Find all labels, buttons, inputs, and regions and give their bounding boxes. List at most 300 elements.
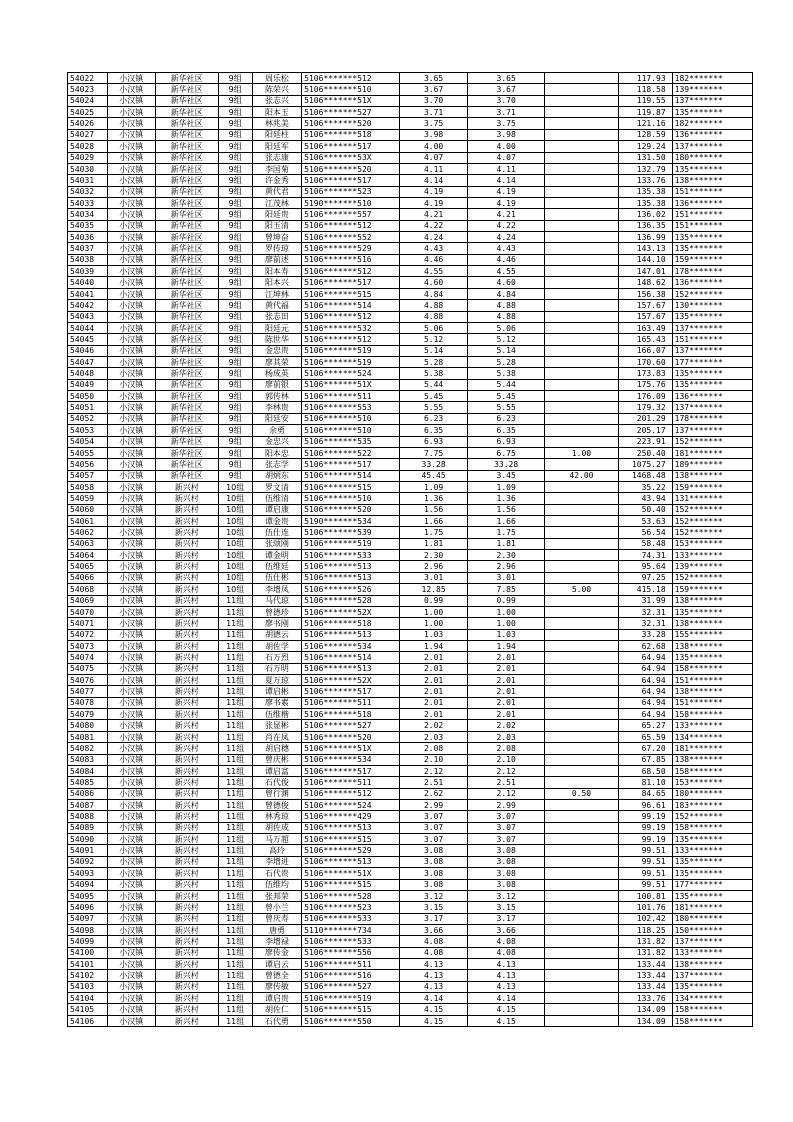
table-row — [68, 765, 753, 776]
row-number: 54068 — [68, 584, 108, 595]
town-cell: 小汉镇 — [107, 356, 155, 367]
group-cell: 11组 — [218, 902, 252, 913]
row-number: 54099 — [68, 936, 108, 947]
area-contract-cell: 33.28 — [468, 459, 545, 470]
phone-cell: 182******* — [672, 118, 752, 129]
table-row — [68, 516, 753, 527]
town-cell: 小汉镇 — [107, 425, 155, 436]
area-total-cell: 1.75 — [400, 527, 468, 538]
id-number-cell: 5106*******529 — [302, 243, 400, 254]
phone-cell: 136******* — [672, 277, 752, 288]
town-cell: 小汉镇 — [107, 288, 155, 299]
name-cell: 石代俊 — [252, 777, 301, 788]
table-row — [68, 822, 753, 833]
amount-cell: 119.55 — [618, 95, 672, 106]
town-cell: 小汉镇 — [107, 981, 155, 992]
name-cell: 余勇 — [252, 425, 301, 436]
village-cell: 新兴村 — [155, 640, 218, 651]
name-cell: 谭启彬 — [252, 686, 301, 697]
area-extra-cell — [545, 356, 619, 367]
phone-cell: 135******* — [672, 163, 752, 174]
village-cell: 新兴村 — [155, 981, 218, 992]
group-cell: 11组 — [218, 663, 252, 674]
area-extra-cell — [545, 243, 619, 254]
area-extra-cell — [545, 107, 619, 118]
phone-cell: 180******* — [672, 913, 752, 924]
area-total-cell: 1.36 — [400, 493, 468, 504]
group-cell: 9组 — [218, 368, 252, 379]
area-total-cell: 1.81 — [400, 538, 468, 549]
area-contract-cell: 2.12 — [468, 788, 545, 799]
row-number: 54095 — [68, 890, 108, 901]
area-contract-cell: 3.08 — [468, 845, 545, 856]
phone-cell: 133******* — [672, 947, 752, 958]
table-row — [68, 788, 753, 799]
area-extra-cell — [545, 277, 619, 288]
table-row — [68, 618, 753, 629]
area-extra-cell — [545, 572, 619, 583]
row-number: 54057 — [68, 470, 108, 481]
row-number: 54045 — [68, 334, 108, 345]
table-row — [68, 868, 753, 879]
group-cell: 10组 — [218, 481, 252, 492]
area-total-cell: 2.01 — [400, 686, 468, 697]
area-contract-cell: 3.01 — [468, 572, 545, 583]
name-cell: 廖书素 — [252, 697, 301, 708]
area-total-cell: 4.46 — [400, 254, 468, 265]
table-row — [68, 163, 753, 174]
village-cell: 新兴村 — [155, 504, 218, 515]
name-cell: 罗传琼 — [252, 243, 301, 254]
name-cell: 曾坤奋 — [252, 232, 301, 243]
area-contract-cell: 4.15 — [468, 1004, 545, 1015]
town-cell: 小汉镇 — [107, 856, 155, 867]
area-extra-cell — [545, 686, 619, 697]
group-cell: 9组 — [218, 220, 252, 231]
group-cell: 9组 — [218, 277, 252, 288]
area-total-cell: 4.13 — [400, 970, 468, 981]
id-number-cell: 5106*******517 — [302, 765, 400, 776]
name-cell: 胡炳东 — [252, 470, 301, 481]
area-extra-cell — [545, 345, 619, 356]
phone-cell: 135******* — [672, 834, 752, 845]
amount-cell: 119.87 — [618, 107, 672, 118]
phone-cell: 181******* — [672, 902, 752, 913]
village-cell: 新兴村 — [155, 1004, 218, 1015]
area-total-cell: 2.51 — [400, 777, 468, 788]
area-contract-cell: 3.08 — [468, 879, 545, 890]
area-contract-cell: 1.56 — [468, 504, 545, 515]
table-row — [68, 777, 753, 788]
amount-cell: 99.19 — [618, 822, 672, 833]
area-extra-cell — [545, 856, 619, 867]
table-row — [68, 1004, 753, 1015]
area-extra-cell — [545, 413, 619, 424]
area-total-cell: 3.08 — [400, 868, 468, 879]
town-cell: 小汉镇 — [107, 84, 155, 95]
town-cell: 小汉镇 — [107, 709, 155, 720]
name-cell: 李增进 — [252, 856, 301, 867]
area-contract-cell: 3.07 — [468, 822, 545, 833]
area-extra-cell — [545, 254, 619, 265]
group-cell: 11组 — [218, 629, 252, 640]
id-number-cell: 5106*******517 — [302, 459, 400, 470]
amount-cell: 131.82 — [618, 936, 672, 947]
table-row — [68, 856, 753, 867]
phone-cell: 181******* — [672, 743, 752, 754]
row-number: 54047 — [68, 356, 108, 367]
row-number: 54042 — [68, 300, 108, 311]
town-cell: 小汉镇 — [107, 391, 155, 402]
area-extra-cell — [545, 391, 619, 402]
amount-cell: 170.60 — [618, 356, 672, 367]
name-cell: 张邦荣 — [252, 890, 301, 901]
table-row — [68, 550, 753, 561]
id-number-cell: 5106*******513 — [302, 629, 400, 640]
amount-cell: 136.35 — [618, 220, 672, 231]
row-number: 54025 — [68, 107, 108, 118]
amount-cell: 134.09 — [618, 1015, 672, 1026]
group-cell: 11组 — [218, 947, 252, 958]
name-cell: 阳廷元 — [252, 322, 301, 333]
phone-cell: 152******* — [672, 527, 752, 538]
table-row — [68, 209, 753, 220]
town-cell: 小汉镇 — [107, 504, 155, 515]
name-cell: 李增禄 — [252, 936, 301, 947]
phone-cell: 137******* — [672, 936, 752, 947]
area-total-cell: 4.14 — [400, 175, 468, 186]
row-number: 54087 — [68, 800, 108, 811]
area-total-cell: 4.88 — [400, 300, 468, 311]
id-number-cell: 5106*******514 — [302, 652, 400, 663]
town-cell: 小汉镇 — [107, 322, 155, 333]
amount-cell: 58.48 — [618, 538, 672, 549]
phone-cell: 153******* — [672, 538, 752, 549]
area-contract-cell: 4.15 — [468, 1015, 545, 1026]
table-row — [68, 118, 753, 129]
name-cell: 胡佐仁 — [252, 1004, 301, 1015]
amount-cell: 64.94 — [618, 709, 672, 720]
table-row — [68, 970, 753, 981]
id-number-cell: 5106*******514 — [302, 300, 400, 311]
amount-cell: 31.99 — [618, 595, 672, 606]
area-contract-cell: 4.14 — [468, 175, 545, 186]
phone-cell: 155******* — [672, 629, 752, 640]
area-total-cell: 1.03 — [400, 629, 468, 640]
name-cell: 马万超 — [252, 834, 301, 845]
group-cell: 9组 — [218, 254, 252, 265]
group-cell: 11组 — [218, 845, 252, 856]
area-contract-cell: 6.75 — [468, 447, 545, 458]
row-number: 54104 — [68, 993, 108, 1004]
area-extra-cell — [545, 300, 619, 311]
area-contract-cell: 4.19 — [468, 197, 545, 208]
row-number: 54064 — [68, 550, 108, 561]
id-number-cell: 5106*******520 — [302, 504, 400, 515]
phone-cell: 135******* — [672, 856, 752, 867]
group-cell: 10组 — [218, 584, 252, 595]
row-number: 54089 — [68, 822, 108, 833]
area-extra-cell — [545, 175, 619, 186]
area-total-cell: 3.65 — [400, 73, 468, 84]
name-cell: 李林贵 — [252, 402, 301, 413]
area-extra-cell: 5.00 — [545, 584, 619, 595]
area-contract-cell: 2.99 — [468, 800, 545, 811]
group-cell: 11组 — [218, 822, 252, 833]
name-cell: 石代贵 — [252, 868, 301, 879]
area-total-cell: 2.62 — [400, 788, 468, 799]
area-extra-cell — [545, 516, 619, 527]
amount-cell: 95.64 — [618, 561, 672, 572]
town-cell: 小汉镇 — [107, 141, 155, 152]
name-cell: 张志兴 — [252, 95, 301, 106]
name-cell: 谭启贵 — [252, 993, 301, 1004]
town-cell: 小汉镇 — [107, 629, 155, 640]
id-number-cell: 5106*******552 — [302, 232, 400, 243]
village-cell: 新华社区 — [155, 311, 218, 322]
name-cell: 伍维廷 — [252, 561, 301, 572]
village-cell: 新兴村 — [155, 538, 218, 549]
area-extra-cell — [545, 959, 619, 970]
name-cell: 阳本玉 — [252, 107, 301, 118]
group-cell: 11组 — [218, 1004, 252, 1015]
area-total-cell: 4.84 — [400, 288, 468, 299]
name-cell: 谭启云 — [252, 959, 301, 970]
area-total-cell: 2.01 — [400, 663, 468, 674]
village-cell: 新兴村 — [155, 595, 218, 606]
area-contract-cell: 4.13 — [468, 959, 545, 970]
name-cell: 曾德全 — [252, 970, 301, 981]
name-cell: 陈荣兴 — [252, 84, 301, 95]
area-total-cell: 33.28 — [400, 459, 468, 470]
name-cell: 曾行渊 — [252, 788, 301, 799]
village-cell: 新兴村 — [155, 550, 218, 561]
area-extra-cell — [545, 550, 619, 561]
table-row — [68, 993, 753, 1004]
table-row — [68, 277, 753, 288]
name-cell: 伍仕彬 — [252, 572, 301, 583]
group-cell: 11组 — [218, 640, 252, 651]
row-number: 54046 — [68, 345, 108, 356]
table-row — [68, 322, 753, 333]
table-row — [68, 220, 753, 231]
phone-cell: 151******* — [672, 675, 752, 686]
group-cell: 11组 — [218, 595, 252, 606]
village-cell: 新兴村 — [155, 890, 218, 901]
amount-cell: 64.94 — [618, 663, 672, 674]
village-cell: 新华社区 — [155, 175, 218, 186]
table-row — [68, 697, 753, 708]
group-cell: 11组 — [218, 697, 252, 708]
area-total-cell: 2.03 — [400, 731, 468, 742]
id-number-cell: 5106*******517 — [302, 141, 400, 152]
town-cell: 小汉镇 — [107, 538, 155, 549]
name-cell: 廖前述 — [252, 254, 301, 265]
area-extra-cell — [545, 879, 619, 890]
town-cell: 小汉镇 — [107, 163, 155, 174]
table-row — [68, 447, 753, 458]
name-cell: 阳廷军 — [252, 141, 301, 152]
area-total-cell: 5.28 — [400, 356, 468, 367]
name-cell: 周乐松 — [252, 73, 301, 84]
village-cell: 新华社区 — [155, 254, 218, 265]
town-cell: 小汉镇 — [107, 572, 155, 583]
name-cell: 许金秀 — [252, 175, 301, 186]
village-cell: 新华社区 — [155, 277, 218, 288]
id-number-cell: 5106*******51X — [302, 743, 400, 754]
area-total-cell: 4.13 — [400, 981, 468, 992]
area-contract-cell: 1.66 — [468, 516, 545, 527]
village-cell: 新华社区 — [155, 186, 218, 197]
area-contract-cell: 6.35 — [468, 425, 545, 436]
table-row — [68, 413, 753, 424]
id-number-cell: 5106*******513 — [302, 856, 400, 867]
table-row — [68, 879, 753, 890]
phone-cell: 135******* — [672, 606, 752, 617]
town-cell: 小汉镇 — [107, 743, 155, 754]
phone-cell: 139******* — [672, 84, 752, 95]
row-number: 54034 — [68, 209, 108, 220]
area-total-cell: 4.11 — [400, 163, 468, 174]
area-contract-cell: 5.38 — [468, 368, 545, 379]
amount-cell: 133.44 — [618, 970, 672, 981]
area-contract-cell: 4.08 — [468, 936, 545, 947]
area-total-cell: 2.01 — [400, 675, 468, 686]
group-cell: 11组 — [218, 834, 252, 845]
phone-cell: 158******* — [672, 822, 752, 833]
area-total-cell: 2.02 — [400, 720, 468, 731]
id-number-cell: 5106*******556 — [302, 947, 400, 958]
group-cell: 11组 — [218, 765, 252, 776]
town-cell: 小汉镇 — [107, 209, 155, 220]
area-contract-cell: 3.07 — [468, 811, 545, 822]
village-cell: 新华社区 — [155, 95, 218, 106]
table-row — [68, 243, 753, 254]
name-cell: 胡佐成 — [252, 822, 301, 833]
area-extra-cell — [545, 890, 619, 901]
area-contract-cell: 4.19 — [468, 186, 545, 197]
name-cell: 廖前银 — [252, 379, 301, 390]
amount-cell: 173.83 — [618, 368, 672, 379]
village-cell: 新华社区 — [155, 266, 218, 277]
village-cell: 新兴村 — [155, 731, 218, 742]
table-row — [68, 436, 753, 447]
name-cell: 阳本寿 — [252, 266, 301, 277]
town-cell: 小汉镇 — [107, 834, 155, 845]
area-extra-cell — [545, 379, 619, 390]
area-contract-cell: 4.46 — [468, 254, 545, 265]
village-cell: 新华社区 — [155, 459, 218, 470]
town-cell: 小汉镇 — [107, 561, 155, 572]
id-number-cell: 5106*******517 — [302, 686, 400, 697]
amount-cell: 99.51 — [618, 856, 672, 867]
phone-cell: 158******* — [672, 663, 752, 674]
town-cell: 小汉镇 — [107, 197, 155, 208]
row-number: 54076 — [68, 675, 108, 686]
row-number: 54088 — [68, 811, 108, 822]
area-contract-cell: 3.75 — [468, 118, 545, 129]
area-total-cell: 2.01 — [400, 697, 468, 708]
row-number: 54027 — [68, 129, 108, 140]
area-total-cell: 7.75 — [400, 447, 468, 458]
area-contract-cell: 4.13 — [468, 970, 545, 981]
table-row — [68, 834, 753, 845]
village-cell: 新兴村 — [155, 788, 218, 799]
town-cell: 小汉镇 — [107, 663, 155, 674]
village-cell: 新兴村 — [155, 822, 218, 833]
village-cell: 新华社区 — [155, 300, 218, 311]
town-cell: 小汉镇 — [107, 765, 155, 776]
town-cell: 小汉镇 — [107, 993, 155, 1004]
amount-cell: 99.51 — [618, 879, 672, 890]
name-cell: 李国菊 — [252, 163, 301, 174]
table-row — [68, 800, 753, 811]
area-contract-cell: 3.15 — [468, 902, 545, 913]
table-row — [68, 391, 753, 402]
phone-cell: 183******* — [672, 800, 752, 811]
name-cell: 陈世华 — [252, 334, 301, 345]
area-total-cell: 3.01 — [400, 572, 468, 583]
phone-cell: 152******* — [672, 504, 752, 515]
village-cell: 新兴村 — [155, 572, 218, 583]
phone-cell: 133******* — [672, 845, 752, 856]
phone-cell: 135******* — [672, 868, 752, 879]
id-number-cell: 5106*******516 — [302, 970, 400, 981]
amount-cell: 97.25 — [618, 572, 672, 583]
village-cell: 新华社区 — [155, 391, 218, 402]
phone-cell: 135******* — [672, 232, 752, 243]
id-number-cell: 5106*******515 — [302, 1004, 400, 1015]
village-cell: 新兴村 — [155, 856, 218, 867]
area-contract-cell: 2.96 — [468, 561, 545, 572]
row-number: 54050 — [68, 391, 108, 402]
id-number-cell: 5106*******524 — [302, 800, 400, 811]
area-extra-cell — [545, 924, 619, 935]
phone-cell: 158******* — [672, 1004, 752, 1015]
village-cell: 新华社区 — [155, 141, 218, 152]
village-cell: 新兴村 — [155, 493, 218, 504]
area-contract-cell: 3.71 — [468, 107, 545, 118]
area-extra-cell — [545, 902, 619, 913]
table-row — [68, 606, 753, 617]
area-contract-cell: 3.98 — [468, 129, 545, 140]
phone-cell: 136******* — [672, 129, 752, 140]
group-cell: 10组 — [218, 561, 252, 572]
row-number: 54091 — [68, 845, 108, 856]
table-row — [68, 152, 753, 163]
name-cell: 李增凤 — [252, 584, 301, 595]
phone-cell: 138******* — [672, 640, 752, 651]
name-cell: 伍维清 — [252, 493, 301, 504]
village-cell: 新华社区 — [155, 334, 218, 345]
id-number-cell: 5106*******528 — [302, 890, 400, 901]
area-extra-cell — [545, 800, 619, 811]
table-row — [68, 527, 753, 538]
name-cell: 阳廷安 — [252, 413, 301, 424]
name-cell: 唐勇 — [252, 924, 301, 935]
area-total-cell: 3.08 — [400, 856, 468, 867]
town-cell: 小汉镇 — [107, 447, 155, 458]
area-extra-cell — [545, 947, 619, 958]
group-cell: 11组 — [218, 709, 252, 720]
name-cell: 张颂刚 — [252, 538, 301, 549]
area-total-cell: 5.45 — [400, 391, 468, 402]
name-cell: 廖书刚 — [252, 618, 301, 629]
town-cell: 小汉镇 — [107, 845, 155, 856]
town-cell: 小汉镇 — [107, 686, 155, 697]
row-number: 54065 — [68, 561, 108, 572]
area-extra-cell — [545, 765, 619, 776]
